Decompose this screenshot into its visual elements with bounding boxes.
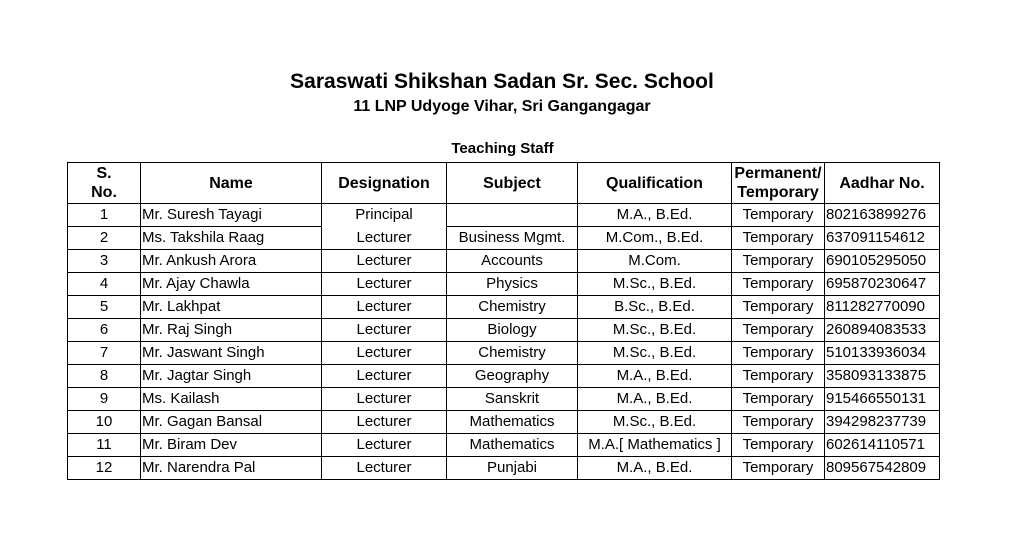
table-row <box>68 342 940 365</box>
cell-sno: 10 <box>68 411 141 434</box>
table-row <box>68 227 940 250</box>
cell-name: Mr. Ajay Chawla <box>141 273 322 296</box>
cell-sno: 7 <box>68 342 141 365</box>
cell-subject: Biology <box>447 319 578 342</box>
cell-subject: Accounts <box>447 250 578 273</box>
cell-status: Temporary <box>732 342 825 365</box>
cell-subject: Mathematics <box>447 434 578 457</box>
cell-name: Ms. Takshila Raag <box>141 227 322 250</box>
cell-subject: Business Mgmt. <box>447 227 578 250</box>
cell-name: Mr. Jagtar Singh <box>141 365 322 388</box>
column-header-aadhar: Aadhar No. <box>825 163 940 204</box>
cell-designation: Lecturer <box>322 365 447 388</box>
cell-designation: Principal <box>322 204 447 227</box>
cell-name: Ms. Kailash <box>141 388 322 411</box>
cell-designation: Lecturer <box>322 457 447 480</box>
cell-qualification: M.A., B.Ed. <box>578 457 732 480</box>
cell-aadhar: 637091154612 <box>825 227 940 250</box>
table-row <box>68 250 940 273</box>
cell-designation: Lecturer <box>322 250 447 273</box>
teaching-staff-table <box>67 162 940 480</box>
table-row <box>68 457 940 480</box>
column-header-sno-line2: No. <box>91 184 117 201</box>
cell-aadhar: 915466550131 <box>825 388 940 411</box>
cell-aadhar: 690105295050 <box>825 250 940 273</box>
cell-sno: 4 <box>68 273 141 296</box>
cell-aadhar: 695870230647 <box>825 273 940 296</box>
school-address: 11 LNP Udyoge Vihar, Sri Gangangagar <box>353 98 651 115</box>
cell-qualification: M.A., B.Ed. <box>578 388 732 411</box>
cell-name: Mr. Lakhpat <box>141 296 322 319</box>
cell-sno: 6 <box>68 319 141 342</box>
cell-subject: Punjabi <box>447 457 578 480</box>
cell-status: Temporary <box>732 250 825 273</box>
column-header-sno-line1: S. <box>96 165 112 182</box>
cell-qualification: M.Sc., B.Ed. <box>578 342 732 365</box>
table-row <box>68 434 940 457</box>
column-header-status <box>732 163 825 204</box>
cell-sno: 11 <box>68 434 141 457</box>
cell-qualification: M.Sc., B.Ed. <box>578 319 732 342</box>
cell-qualification: M.Com. <box>578 250 732 273</box>
column-header-qualification: Qualification <box>578 163 732 204</box>
cell-aadhar: 802163899276 <box>825 204 940 227</box>
cell-sno: 1 <box>68 204 141 227</box>
column-header-status-line2: Temporary <box>737 184 819 201</box>
cell-subject: Chemistry <box>447 296 578 319</box>
cell-aadhar: 510133936034 <box>825 342 940 365</box>
cell-sno: 12 <box>68 457 141 480</box>
cell-name: Mr. Ankush Arora <box>141 250 322 273</box>
table-row <box>68 411 940 434</box>
table-caption: Teaching Staff <box>451 140 554 157</box>
school-name: Saraswati Shikshan Sadan Sr. Sec. School <box>290 70 714 93</box>
cell-subject: Chemistry <box>447 342 578 365</box>
cell-subject: Sanskrit <box>447 388 578 411</box>
cell-status: Temporary <box>732 434 825 457</box>
column-header-subject: Subject <box>447 163 578 204</box>
table-header <box>68 163 940 204</box>
cell-aadhar: 358093133875 <box>825 365 940 388</box>
cell-sno: 2 <box>68 227 141 250</box>
cell-name: Mr. Gagan Bansal <box>141 411 322 434</box>
column-header-sno <box>68 163 141 204</box>
cell-subject: Mathematics <box>447 411 578 434</box>
cell-aadhar: 809567542809 <box>825 457 940 480</box>
cell-designation: Lecturer <box>322 273 447 296</box>
cell-status: Temporary <box>732 388 825 411</box>
cell-designation: Lecturer <box>322 296 447 319</box>
cell-qualification: M.A.[ Mathematics ] <box>578 434 732 457</box>
cell-designation: Lecturer <box>322 434 447 457</box>
column-header-name: Name <box>141 163 322 204</box>
cell-aadhar: 394298237739 <box>825 411 940 434</box>
column-header-status-line1: Permanent/ <box>734 165 822 182</box>
cell-subject: Physics <box>447 273 578 296</box>
table-row <box>68 365 940 388</box>
cell-qualification: M.A., B.Ed. <box>578 365 732 388</box>
cell-designation: Lecturer <box>322 227 447 250</box>
table-body <box>68 204 940 480</box>
cell-name: Mr. Narendra Pal <box>141 457 322 480</box>
cell-aadhar: 811282770090 <box>825 296 940 319</box>
cell-sno: 9 <box>68 388 141 411</box>
cell-subject: Geography <box>447 365 578 388</box>
cell-status: Temporary <box>732 365 825 388</box>
cell-designation: Lecturer <box>322 342 447 365</box>
cell-name: Mr. Jaswant Singh <box>141 342 322 365</box>
cell-qualification: M.Com., B.Ed. <box>578 227 732 250</box>
table-row <box>68 296 940 319</box>
cell-designation: Lecturer <box>322 319 447 342</box>
table-row <box>68 273 940 296</box>
cell-sno: 8 <box>68 365 141 388</box>
cell-qualification: M.Sc., B.Ed. <box>578 273 732 296</box>
header-row <box>68 163 940 204</box>
cell-aadhar: 602614110571 <box>825 434 940 457</box>
cell-subject <box>447 204 578 227</box>
table-row <box>68 204 940 227</box>
cell-sno: 3 <box>68 250 141 273</box>
cell-status: Temporary <box>732 457 825 480</box>
cell-name: Mr. Suresh Tayagi <box>141 204 322 227</box>
cell-qualification: M.Sc., B.Ed. <box>578 411 732 434</box>
cell-aadhar: 260894083533 <box>825 319 940 342</box>
cell-status: Temporary <box>732 296 825 319</box>
cell-status: Temporary <box>732 204 825 227</box>
cell-status: Temporary <box>732 273 825 296</box>
cell-name: Mr. Biram Dev <box>141 434 322 457</box>
column-header-designation: Designation <box>322 163 447 204</box>
cell-status: Temporary <box>732 411 825 434</box>
cell-designation: Lecturer <box>322 411 447 434</box>
cell-qualification: M.A., B.Ed. <box>578 204 732 227</box>
cell-status: Temporary <box>732 319 825 342</box>
table-row <box>68 388 940 411</box>
cell-status: Temporary <box>732 227 825 250</box>
cell-name: Mr. Raj Singh <box>141 319 322 342</box>
cell-designation: Lecturer <box>322 388 447 411</box>
cell-qualification: B.Sc., B.Ed. <box>578 296 732 319</box>
cell-sno: 5 <box>68 296 141 319</box>
table-row <box>68 319 940 342</box>
